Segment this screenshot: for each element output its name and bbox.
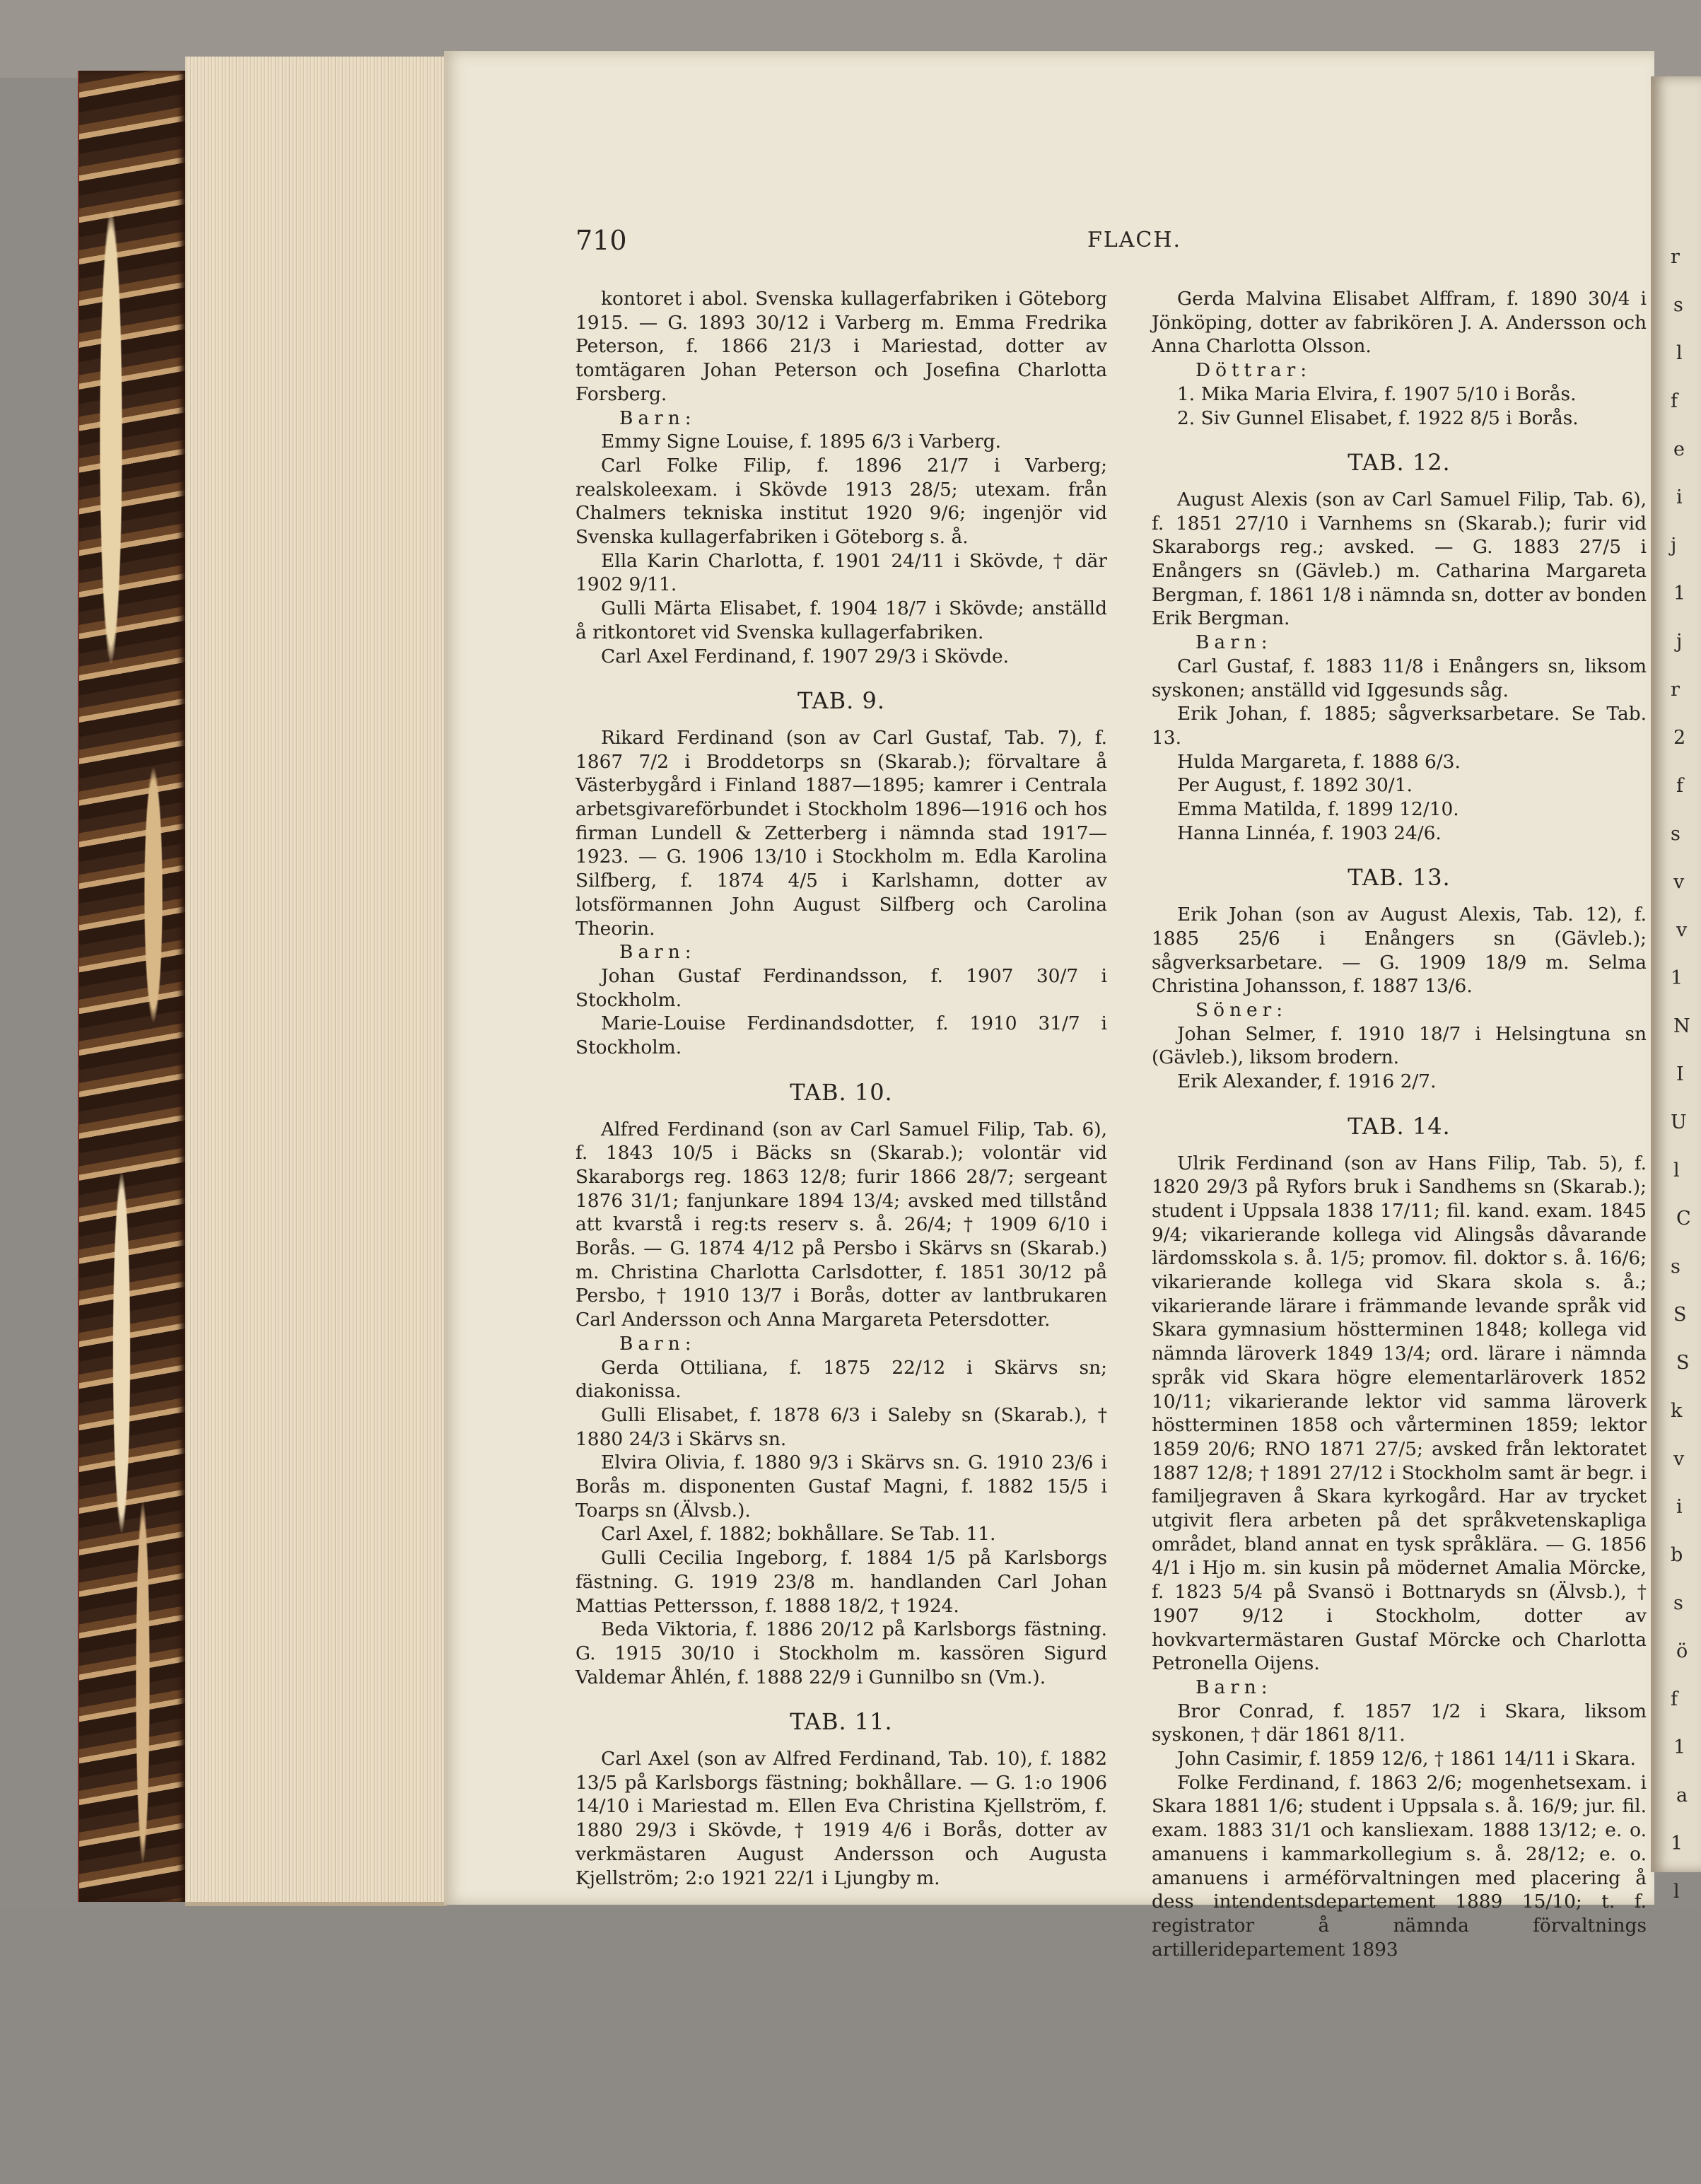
facing-page-fragment: j bbox=[1676, 631, 1683, 653]
facing-page-fragment: v bbox=[1676, 919, 1688, 941]
facing-page-fragment: f bbox=[1671, 1688, 1678, 1710]
genealogy-entry: Bror Conrad, f. 1857 1/2 i Skara, liksom syskonen, † där 1861 8/11. bbox=[1152, 1700, 1647, 1746]
book-page bbox=[444, 51, 1654, 1961]
facing-page-fragment: U bbox=[1671, 1111, 1687, 1133]
section-heading: TAB. 13. bbox=[1348, 864, 1451, 892]
paragraph: Alfred Ferdinand (son av Carl Samuel Filip, Tab. 6), f. 1843 10/5 i Bäcks sn (Skarab.); volontär vid Skaraborgs reg. 1863 12/8; furir 1866 28/7; sergeant 1876 31/1; fanjunkare 1894 13/4; avsked med tillstånd att kvarstå i reg:ts reserv s. å. 26/4; † 1909 6/10 i Borås. — G. 1874 4/12 på Persbo i Skärvs sn (Skarab.) m. Christina Charlotta Carlsdotter, f. 1851 30/12 på Persbo, † 1910 13/7 i Borås, dotter av lantbrukaren Carl Andersson och Anna Margareta Petersdotter. bbox=[575, 1118, 1107, 1331]
facing-page-fragment: s bbox=[1673, 294, 1683, 316]
running-head: FLACH. bbox=[1087, 228, 1182, 252]
section-heading: TAB. 9. bbox=[797, 687, 886, 715]
page-number: 710 bbox=[575, 225, 627, 256]
genealogy-entry: 2. Siv Gunnel Elisabet, f. 1922 8/5 i Borås. bbox=[1177, 407, 1579, 429]
page-header bbox=[444, 225, 1654, 256]
paragraph: Carl Axel (son av Alfred Ferdinand, Tab. 10), f. 1882 13/5 på Karlsborgs fästning; bokhållare. — G. 1:o 1906 14/10 i Mariestad m. Ellen Eva Christina Kjellström, f. 1880 29/3 i Skövde, † 1919 4/6 i Borås, dotter av verkmästaren August Andersson och Augusta Kjellström; 2:o 1921 22/1 i Ljungby m. bbox=[575, 1748, 1107, 1889]
paragraph: August Alexis (son av Carl Samuel Filip, Tab. 6), f. 1851 27/10 i Varnhems sn (Skarab.); furir vid Skaraborgs reg.; avsked. — G. 1883 27/5 i Enångers sn (Gävleb.) m. Catharina Margareta Bergman, f. 1861 1/8 i nämnda sn, dotter av bonden Erik Bergman. bbox=[1152, 488, 1647, 630]
genealogy-entry: Per August, f. 1892 30/1. bbox=[1177, 774, 1413, 797]
facing-page-fragment: e bbox=[1673, 438, 1685, 460]
subheading: Söner: bbox=[1196, 998, 1288, 1021]
genealogy-entry: Gulli Cecilia Ingeborg, f. 1884 1/5 på Karlsborgs fästning. G. 1919 23/8 m. handlanden Carl Johan Mattias Pettersson, f. 1888 18/2, † 1924. bbox=[575, 1547, 1107, 1617]
paragraph: Gerda Malvina Elisabet Alffram, f. 1890 30/4 i Jönköping, dotter av fabrikören J. A. Andersson och Anna Charlotta Olsson. bbox=[1152, 288, 1647, 358]
genealogy-entry: Emmy Signe Louise, f. 1895 6/3 i Varberg. bbox=[601, 431, 1002, 453]
facing-page-fragment: 1 bbox=[1671, 967, 1683, 989]
facing-page-fragment: j bbox=[1671, 535, 1677, 556]
facing-page-fragment: f bbox=[1676, 775, 1683, 797]
subheading: Barn: bbox=[1196, 1676, 1273, 1698]
facing-page-fragment: 1 bbox=[1671, 1833, 1683, 1855]
paragraph: Rikard Ferdinand (son av Carl Gustaf, Tab. 7), f. 1867 7/2 i Broddetorps sn (Skarab.); förvaltare å Västerbygård i Finland 1887—1895; kamrer i Centrala arbetsgivareförbundet i Stockholm 1896—1916 och hos firman Lundell & Zetterberg i nämnda stad 1917—1923. — G. 1906 13/10 i Stockholm m. Edla Karolina Silfberg, f. 1874 4/5 i Karlshamn, dotter av lotsförmannen John August Silfberg och Carolina Theorin. bbox=[575, 726, 1107, 940]
facing-page-fragment: v bbox=[1673, 871, 1685, 893]
genealogy-entry: Erik Alexander, f. 1916 2/7. bbox=[1177, 1070, 1437, 1093]
facing-page-fragment: f bbox=[1671, 390, 1678, 412]
facing-page-fragment: r bbox=[1671, 679, 1680, 701]
subheading: Barn: bbox=[619, 407, 696, 429]
paragraph: Ulrik Ferdinand (son av Hans Filip, Tab. 5), f. 1820 29/3 på Ryfors bruk i Sandhems sn (Skarab.); student i Uppsala 1838 17/11; fil. kand. exam. 1845 9/4; vikarierande kollega vid Alingsås dåvarande lärdomsskola s. å. 1/5; promov. fil. doktor s. å. 16/6; vikarierande kollega vid Skara skola s. å.; vikarierande lärare i främmande levande språk vid Skara gymnasium höstterminen 1848; kollega vid nämnda läroverk 1849 13/4; ord. lärare i nämnda språk vid Skara högre elementarläroverk 1852 10/11; vikarierande lektor vid samma läroverk höstterminen 1858 och vårterminen 1859; lektor 1859 20/6; RNO 1871 27/5; avsked från lektoratet 1887 12/8; † 1891 27/12 i Stockholm samt är begr. i familjegraven å Skara kyrkogård. Har av trycket utgivit flera arbeten på det språkvetenskapliga området, bland annat en tysk språklära. — G. 1856 4/1 i Hjo m. sin kusin på mödernet Amalia Mörcke, f. 1823 5/4 på Svansö i Bottnaryds sn (Älvsb.), † 1907 9/12 i Stockholm, dotter av hovkvartermästaren Gustaf Mörcke och Charlotta Petronella Oijens. bbox=[1152, 1152, 1647, 1675]
left-column bbox=[575, 287, 1107, 1890]
genealogy-entry: Carl Axel Ferdinand, f. 1907 29/3 i Skövde. bbox=[601, 645, 1009, 667]
genealogy-entry: Carl Axel, f. 1882; bokhållare. Se Tab. 11. bbox=[601, 1523, 996, 1546]
genealogy-entry: Gulli Elisabet, f. 1878 6/3 i Saleby sn (Skarab.), † 1880 24/3 i Skärvs sn. bbox=[575, 1403, 1107, 1450]
subheading: Barn: bbox=[619, 1332, 696, 1355]
facing-page-fragment: r bbox=[1671, 246, 1680, 268]
genealogy-entry: Hanna Linnéa, f. 1903 24/6. bbox=[1177, 822, 1442, 844]
paragraph: kontoret i abol. Svenska kullagerfabriken i Göteborg 1915. — G. 1893 30/12 i Varberg m. Emma Fredrika Peterson, f. 1866 21/3 i Mariestad, dotter av tomtägaren Johan Peterson och Josefina Charlotta Forsberg. bbox=[575, 288, 1107, 405]
genealogy-entry: Erik Johan, f. 1885; sågverksarbetare. Se Tab. 13. bbox=[1152, 703, 1647, 749]
facing-page-fragment: s bbox=[1671, 823, 1680, 845]
section-heading: TAB. 14. bbox=[1348, 1112, 1451, 1140]
facing-page-fragment: b bbox=[1671, 1544, 1683, 1566]
section-heading: TAB. 12. bbox=[1348, 449, 1451, 477]
facing-page-fragment: N bbox=[1673, 1015, 1690, 1037]
paragraph: Erik Johan (son av August Alexis, Tab. 12), f. 1885 25/6 i Enångers sn (Gävleb.); sågverksarbetare. — G. 1909 18/9 m. Selma Christina Johansson, f. 1887 13/6. bbox=[1152, 904, 1647, 998]
genealogy-entry: Emma Matilda, f. 1899 12/10. bbox=[1177, 798, 1459, 821]
genealogy-entry: Johan Gustaf Ferdinandsson, f. 1907 30/7 i Stockholm. bbox=[575, 964, 1107, 1011]
facing-page-fragment: 2 bbox=[1673, 727, 1686, 749]
genealogy-entry: Gerda Ottiliana, f. 1875 22/12 i Skärvs sn; diakonissa. bbox=[575, 1356, 1107, 1403]
genealogy-entry: Ella Karin Charlotta, f. 1901 24/11 i Skövde, † där 1902 9/11. bbox=[575, 549, 1107, 596]
facing-page-fragment: l bbox=[1676, 342, 1683, 364]
facing-page-fragment: s bbox=[1671, 1256, 1680, 1278]
genealogy-entry: John Casimir, f. 1859 12/6, † 1861 14/11 i Skara. bbox=[1177, 1748, 1636, 1770]
subheading: Barn: bbox=[1196, 631, 1273, 654]
facing-page-fragment: S bbox=[1676, 1352, 1690, 1374]
subheading: Barn: bbox=[619, 941, 696, 964]
genealogy-entry: Beda Viktoria, f. 1886 20/12 på Karlsborgs fästning. G. 1915 30/10 i Stockholm m. kassören Sigurd Valdemar Åhlén, f. 1888 22/9 i Gunnilbo sn (Vm.). bbox=[575, 1618, 1107, 1688]
facing-page-fragment: k bbox=[1671, 1400, 1683, 1422]
facing-page-fragment: l bbox=[1673, 1881, 1680, 1903]
page-stack-edge bbox=[185, 57, 447, 1906]
facing-page-fragment: I bbox=[1676, 1063, 1684, 1085]
facing-page-fragment: i bbox=[1676, 1496, 1683, 1518]
genealogy-entry: Hulda Margareta, f. 1888 6/3. bbox=[1177, 750, 1461, 773]
section-heading: TAB. 10. bbox=[790, 1078, 893, 1106]
genealogy-entry: Gulli Märta Elisabet, f. 1904 18/7 i Skövde; anställd å ritkontoret vid Svenska kullagerfabriken. bbox=[575, 597, 1107, 643]
facing-page-fragment: S bbox=[1673, 1304, 1687, 1326]
facing-page-fragment: C bbox=[1676, 1208, 1691, 1230]
facing-page-fragment: s bbox=[1673, 1592, 1683, 1614]
facing-page-fragment: a bbox=[1676, 1785, 1688, 1806]
facing-page-fragment: 1 bbox=[1673, 583, 1686, 605]
facing-page-fragment: ö bbox=[1676, 1640, 1688, 1662]
facing-page-fragment: i bbox=[1676, 486, 1683, 508]
genealogy-entry: Elvira Olivia, f. 1880 9/3 i Skärvs sn. G. 1910 23/6 i Borås m. disponenten Gustaf Magni, f. 1882 15/5 i Toarps sn (Älvsb.). bbox=[575, 1452, 1107, 1522]
subheading: Döttrar: bbox=[1196, 359, 1312, 382]
genealogy-entry: Carl Folke Filip, f. 1896 21/7 i Varberg; realskoleexam. i Skövde 1913 28/5; utexam. från Chalmers tekniska institut 1920 9/6; ingenjör vid Svenska kullagerfabriken i Göteborg s. å. bbox=[575, 454, 1107, 549]
facing-page-fragment: l bbox=[1673, 1160, 1680, 1181]
facing-page-edge bbox=[1651, 76, 1701, 1903]
facing-page-fragment: 1 bbox=[1673, 1736, 1686, 1758]
genealogy-entry: 1. Mika Maria Elvira, f. 1907 5/10 i Borås. bbox=[1177, 383, 1577, 405]
genealogy-entry: Johan Selmer, f. 1910 18/7 i Helsingtuna sn (Gävleb.), liksom brodern. bbox=[1152, 1022, 1647, 1069]
genealogy-entry: Folke Ferdinand, f. 1863 2/6; mogenhetsexam. i Skara 1881 1/6; student i Uppsala s. å. 16/9; jur. fil. exam. 1883 31/1 och kansliexam. 1888 13/12; e. o. amanuens i kammarkollegium s. å. 28/12; e. o. amanuens i arméförvaltningen med placering å dess intendentsdepartement 1889 15/10; t. f. registrator å nämnda förvaltnings artilleridepartement 1893 bbox=[1152, 1771, 1647, 1961]
facing-page-fragment: v bbox=[1673, 1448, 1685, 1470]
genealogy-entry: Marie-Louise Ferdinandsdotter, f. 1910 31/7 i Stockholm. bbox=[575, 1012, 1107, 1059]
genealogy-entry: Carl Gustaf, f. 1883 11/8 i Enångers sn, liksom syskonen; anställd vid Iggesunds såg. bbox=[1152, 655, 1647, 701]
section-heading: TAB. 11. bbox=[790, 1708, 893, 1736]
right-column bbox=[1152, 287, 1647, 1961]
marbled-cover bbox=[79, 71, 189, 1902]
